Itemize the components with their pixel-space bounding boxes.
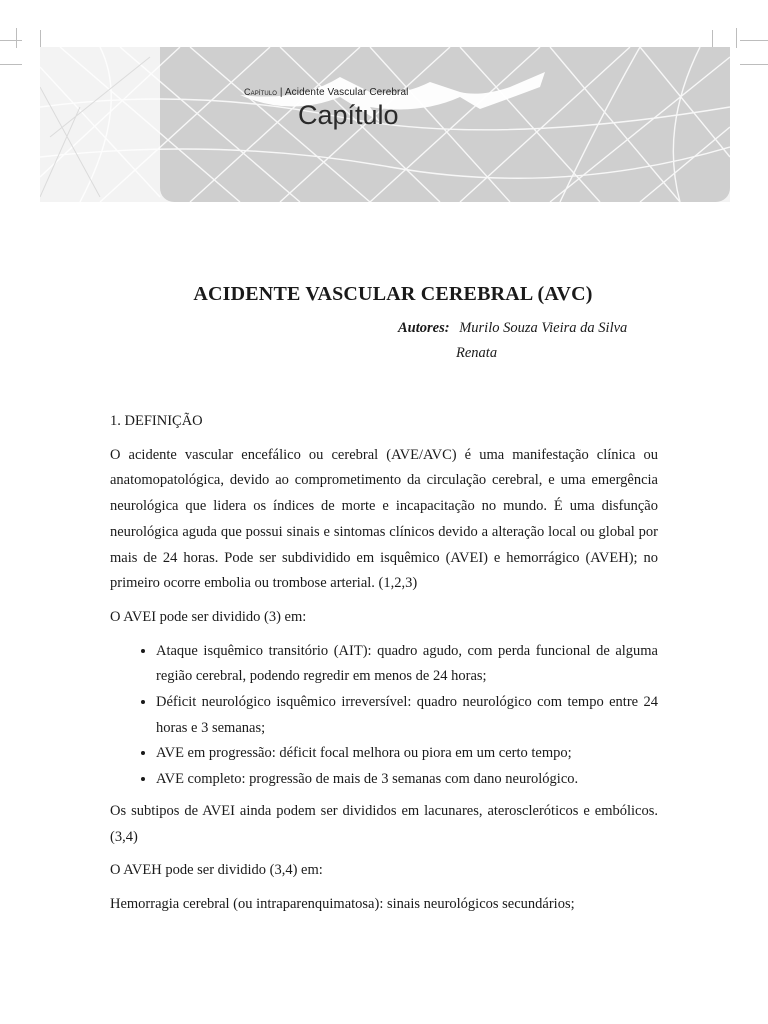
chapter-banner: [40, 47, 730, 202]
chapter-running-header: [244, 87, 408, 98]
document-title: ACIDENTE VASCULAR CEREBRAL (AVC): [193, 283, 593, 305]
paragraph: Hemorragia cerebral (ou intraparenquimatosa): sinais neurológicos secundários;: [110, 895, 575, 912]
list-item: • Déficit neurológico isquêmico irreversível: quadro neurológico com tempo entre 24 horas e 3 semanas;: [156, 690, 658, 741]
paragraph: O AVEH pode ser dividido (3,4) em:: [110, 862, 323, 879]
crop-mark: [740, 64, 768, 65]
crop-mark: [736, 28, 737, 48]
authors-line: [398, 320, 627, 337]
paragraph: O acidente vascular encefálico ou cerebral (AVE/AVC) é uma manifestação clínica ou anatomopatológica, devido ao comprometimento da circulação cerebral, e uma emergência neurológica que lidera os índices de morte e incapacitação no mundo. É uma disfunção neurológica aguda que possui sinais e sintomas clínicos devido a alteração local ou global por mais de 24 horas. Pode ser subdividido em isquêmico (AVEI) e hemorrágico (AVEH); no primeiro ocorre embolia ou trombose arterial. (1,2,3): [110, 446, 658, 592]
chapter-heading: Capítulo: [298, 100, 399, 130]
crop-mark: [0, 64, 22, 65]
crop-mark: [712, 30, 713, 48]
authors-label: Autores:: [398, 320, 450, 336]
list-item: • AVE completo: progressão de mais de 3 semanas com dano neurológico.: [156, 767, 658, 793]
paragraph: Os subtipos de AVEI ainda podem ser divididos em lacunares, ateroscleróticos e embólicos. (3,4): [110, 802, 658, 845]
list-item: • Ataque isquêmico transitório (AIT): quadro agudo, com perda funcional de alguma região cerebral, podendo regredir em menos de 24 horas;: [156, 639, 658, 690]
chapter-subtitle: | Acidente Vascular Cerebral: [276, 87, 409, 98]
section-heading: 1. DEFINIÇÃO: [110, 413, 203, 429]
chapter-label: Capítulo: [244, 87, 277, 97]
bullet-list: [110, 639, 658, 793]
author-name: Murilo Souza Vieira da Silva: [459, 320, 628, 336]
list-item: • AVE em progressão: déficit focal melhora ou piora em um certo tempo;: [156, 741, 658, 767]
crop-mark: [0, 40, 22, 41]
document-body: [110, 409, 658, 926]
crop-mark: [40, 30, 41, 48]
paragraph: O AVEI pode ser dividido (3) em:: [110, 608, 307, 625]
crop-mark: [740, 40, 768, 41]
crop-mark: [16, 28, 17, 48]
author-name: Renata: [456, 345, 498, 361]
